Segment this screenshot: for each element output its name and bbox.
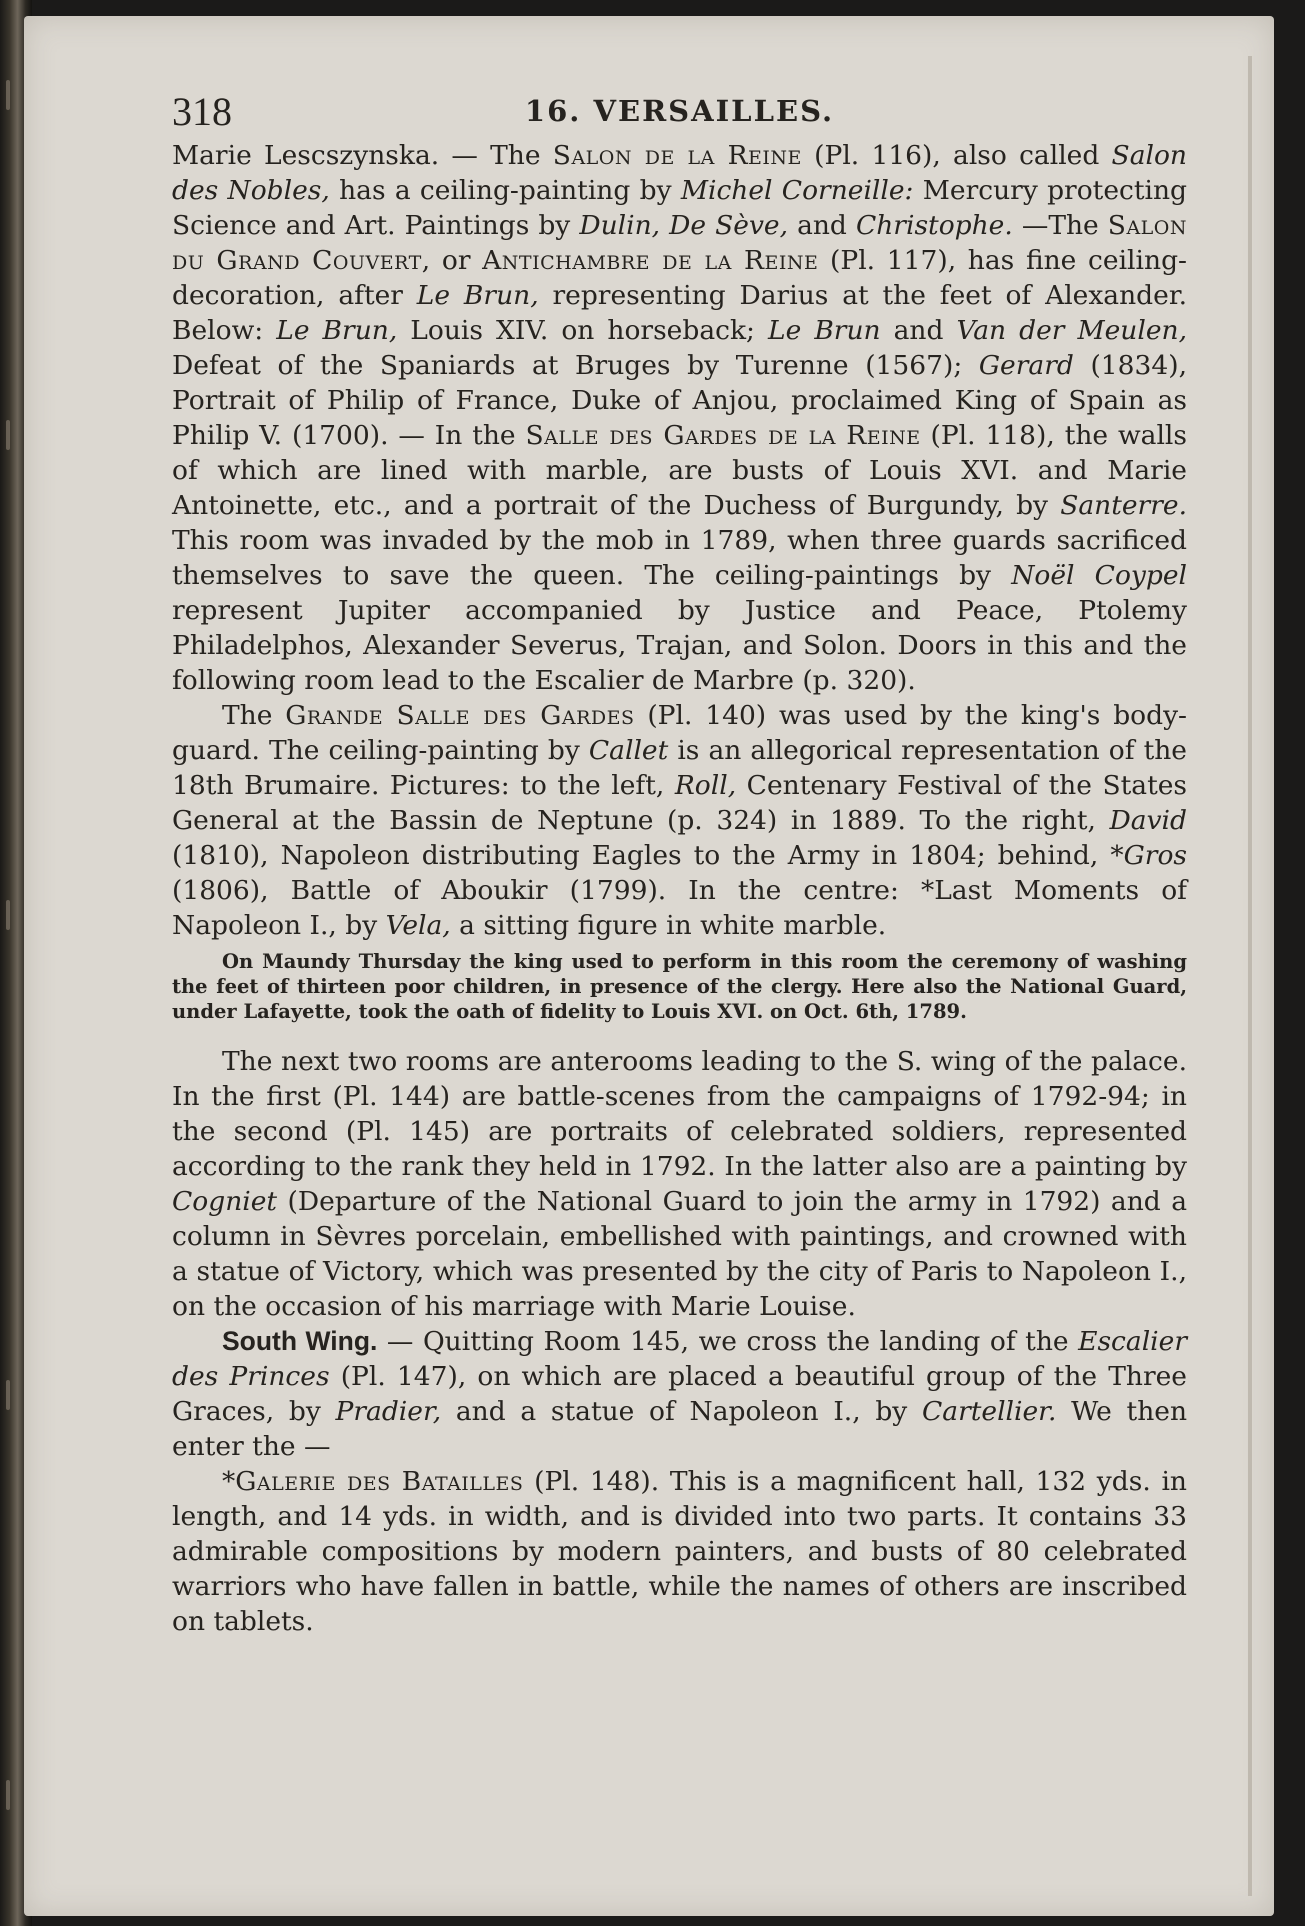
binding-stitch	[6, 420, 10, 450]
footnote-maundy-thursday: On Maundy Thursday the king used to perform in this room the ceremony of washing the feet of thirteen poor children, in presence of the clergy. Here also the National Guard, under Lafayette, took the oath of fidelity to Louis XVI. on Oct. 6th, 1789.	[172, 950, 1187, 1023]
page-number: 318	[172, 89, 232, 134]
binding-stitch	[6, 80, 10, 110]
paragraph-grande-salle-des-gardes: The Grande Salle des Gardes (Pl. 140) was used by the king's body-guard. The ceiling-painting by Callet is an allegorical representation of the 18th Brumaire. Pictures: to the left, Roll, Centenary Festival of the States General at the Bassin de Neptune (p. 324) in 1889. To the right, David (1810), Napoleon distributing Eagles to the Army in 1804; behind, *Gros (1806), Battle of Aboukir (1799). In the centre: *Last Moments of Napoleon I., by Vela, a sitting figure in white marble.	[172, 700, 1188, 941]
binding-stitch	[6, 1380, 10, 1410]
paragraph-south-wing: South Wing. — Quitting Room 145, we cross the landing of the Escalier des Princes (Pl. 147), on which are placed a beautiful group of the Three Graces, by Pradier, and a statue of Napoleon I., by Cartellier. We then enter the —	[172, 1326, 1188, 1462]
paragraph-galerie-des-batailles: *Galerie des Batailles (Pl. 148). This is a magnificent hall, 132 yds. in length, and 14 yds. in width, and is divided into two parts. It contains 33 admirable compositions by modern painters, and busts of 80 celebrated warriors who have fallen in battle, while the names of others are inscribed on tablets.	[172, 1466, 1187, 1637]
running-head: 16. VERSAILLES.	[524, 94, 835, 128]
paragraph-salon-de-la-reine: Marie Lescszynska. — The Salon de la Reine (Pl. 116), also called Salon des Nobles, has a ceiling-painting by Michel Corneille: Mercury protecting Science and Art. Paintings by Dulin, De Sève, and Christophe. —The Salon du Grand Couvert, or Antichambre de la Reine (Pl. 117), has fine ceiling-decoration, after Le Brun, representing Darius at the feet of Alexander. Below: Le Brun, Louis XIV. on horseback; Le Brun and Van der Meulen, Defeat of the Spaniards at Bruges by Turenne (1567); Gerard (1834), Portrait of Philip of France, Duke of Anjou, proclaimed King of Spain as Philip V. (1700). — In the Salle des Gardes de la Reine (Pl. 118), the walls of which are lined with marble, are busts of Louis XVI. and Marie Antoinette, etc., and a portrait of the Duchess of Burgundy, by Santerre. This room was invaded by the mob in 1789, when three guards sacrificed themselves to save the queen. The ceiling-paintings by Noël Coypel represent Jupiter accompanied by Justice and Peace, Ptolemy Philadelphos, Alexander Severus, Trajan, and Solon. Doors in this and the following room lead to the Escalier de Marbre (p. 320).	[172, 140, 1188, 696]
binding-stitch	[6, 900, 10, 930]
paragraph-anterooms: The next two rooms are anterooms leading to the S. wing of the palace. In the first (Pl. 144) are battle-scenes from the campaigns of 1792-94; in the second (Pl. 145) are portraits of celebrated soldiers, represented according to the rank they held in 1792. In the latter also are a painting by Cogniet (Departure of the National Guard to join the army in 1792) and a column in Sèvres porcelain, embellished with paintings, and crowned with a statue of Victory, which was presented by the city of Paris to Napoleon I., on the occasion of his marriage with Marie Louise.	[172, 1046, 1187, 1322]
page-content	[172, 76, 1187, 1639]
page-header	[172, 76, 1187, 138]
book-page	[24, 16, 1274, 1916]
binding-stitch	[6, 1780, 10, 1810]
page-edge	[1248, 56, 1252, 1896]
